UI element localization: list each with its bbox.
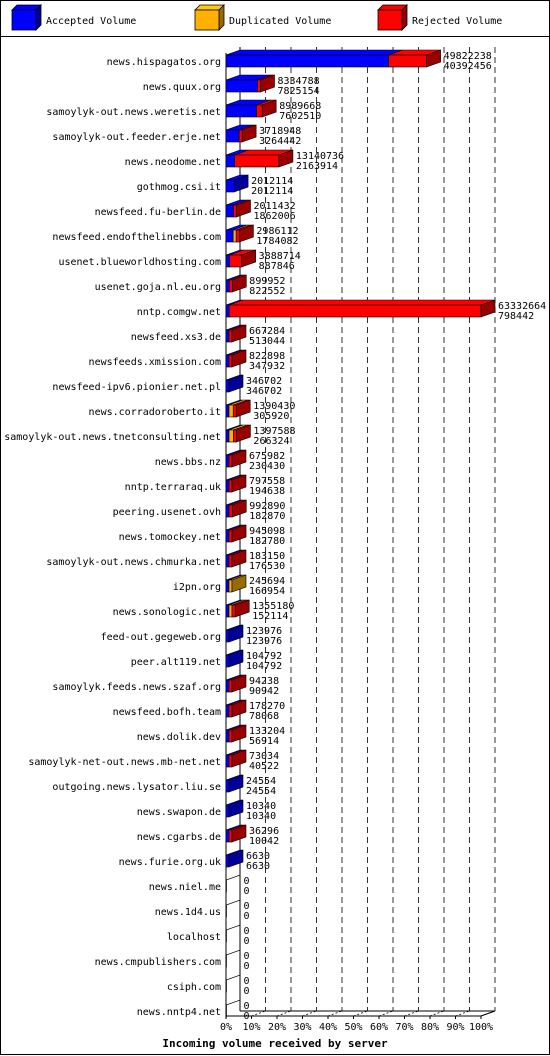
legend-swatch — [12, 10, 36, 30]
total-value-label: 346702 — [246, 376, 283, 387]
bar-rejected — [233, 205, 236, 217]
accepted-value-label: 40392456 — [443, 61, 492, 72]
grid-line-floor — [277, 1011, 291, 1016]
legend-item-1 — [12, 5, 136, 30]
bar-accepted — [226, 480, 229, 492]
server-label: news.niel.me — [148, 882, 221, 893]
accepted-value-label: 2163914 — [295, 161, 339, 172]
accepted-value-label: 176530 — [249, 561, 286, 572]
server-label: localhost — [166, 932, 221, 943]
server-label: newsfeed.endofthelinebbs.com — [52, 232, 221, 243]
bar-row — [107, 50, 492, 72]
accepted-value-label: 0 — [243, 961, 250, 972]
accepted-value-label: 6630 — [246, 861, 271, 872]
bar-accepted — [226, 230, 233, 242]
grid-line-floor — [379, 1011, 393, 1016]
bar-accepted — [226, 330, 229, 342]
bar-rejected — [389, 55, 427, 67]
bar-empty — [226, 1005, 227, 1017]
grid-line-floor — [328, 1011, 342, 1016]
bar-rejected — [229, 730, 232, 742]
bar-row — [155, 450, 285, 472]
server-label: news.swapon.de — [136, 807, 221, 818]
server-label: nntp.terraraq.uk — [124, 482, 221, 493]
accepted-value-label: 798442 — [498, 311, 535, 322]
bar-empty — [226, 880, 227, 892]
server-label: news.cgarbs.de — [136, 832, 221, 843]
bar-rejected — [229, 680, 232, 692]
accepted-value-label: 305920 — [253, 411, 290, 422]
x-tick-label: 60% — [369, 1022, 389, 1033]
bar-side — [229, 625, 243, 642]
accepted-value-label: 104792 — [246, 661, 283, 672]
legend-label: Rejected Volume — [412, 16, 503, 27]
x-tick-label: 80% — [420, 1022, 440, 1033]
total-value-label: 3718948 — [259, 126, 302, 137]
bar-empty — [226, 930, 227, 942]
bar-accepted — [226, 705, 229, 717]
bar-accepted — [226, 455, 229, 467]
legend-swatch — [378, 10, 402, 30]
x-axis-corner — [481, 1011, 495, 1016]
bar-row — [113, 700, 286, 722]
server-label: news.tomockey.net — [118, 532, 221, 543]
bar-accepted — [226, 780, 229, 792]
bar-accepted — [226, 830, 229, 842]
bar-row — [125, 475, 285, 497]
bar-row — [167, 925, 250, 947]
bar-accepted — [226, 105, 257, 117]
grid-line-floor — [252, 1011, 266, 1016]
bar-row — [125, 150, 344, 172]
total-value-label: 675982 — [249, 451, 286, 462]
accepted-value-label: 90942 — [249, 686, 280, 697]
server-label: peer.alt119.net — [130, 657, 221, 668]
bar-row — [143, 75, 320, 97]
server-label: usenet.goja.nl.eu.org — [94, 282, 221, 293]
bar-rejected-top — [229, 300, 495, 305]
total-value-label: 0 — [243, 976, 250, 987]
bar-accepted — [226, 155, 235, 167]
bar-accepted — [226, 80, 258, 92]
bar-row — [137, 1000, 250, 1022]
accepted-value-label: 513044 — [249, 336, 286, 347]
total-value-label: 10340 — [246, 801, 277, 812]
total-value-label: 822898 — [249, 351, 286, 362]
bar-accepted — [226, 655, 229, 667]
total-value-label: 123976 — [246, 626, 283, 637]
server-label: outgoing.news.lysator.liu.se — [52, 782, 221, 793]
legend-label: Duplicated Volume — [229, 16, 332, 27]
legend-item-3 — [378, 5, 502, 30]
bar-empty-top — [226, 925, 241, 930]
server-label: samoylyk-out.news.chmurka.net — [46, 557, 221, 568]
bar-accepted — [226, 255, 230, 267]
bar-rejected — [229, 480, 232, 492]
bar-row — [52, 225, 298, 247]
x-tick-label: 20% — [267, 1022, 287, 1033]
total-value-label: 0 — [243, 876, 250, 887]
accepted-value-label: 266324 — [253, 436, 290, 447]
legend-swatch-side — [36, 5, 41, 30]
bar-row — [137, 175, 294, 197]
bar-accepted — [226, 530, 229, 542]
total-value-label: 73034 — [249, 751, 280, 762]
accepted-value-label: 78068 — [249, 711, 280, 722]
bar-accepted — [226, 280, 229, 292]
bar-row — [58, 250, 300, 272]
grid-line-floor — [303, 1011, 317, 1016]
total-value-label: 245694 — [249, 576, 286, 587]
bar-row — [113, 600, 295, 622]
accepted-value-label: 0 — [243, 936, 250, 947]
server-label: news.dolik.dev — [136, 732, 221, 743]
bar-row — [95, 275, 286, 297]
bar-side — [229, 850, 243, 867]
bar-rejected — [235, 155, 279, 167]
server-label: feed-out.gegeweb.org — [100, 632, 221, 643]
total-value-label: 1390430 — [253, 401, 296, 412]
bar-row — [52, 125, 301, 147]
total-value-label: 36296 — [249, 826, 280, 837]
bar-duplicated — [229, 405, 233, 417]
legend-label: Accepted Volume — [46, 16, 137, 27]
bar-accepted — [226, 805, 229, 817]
total-value-label: 3888714 — [258, 251, 301, 262]
bar-rejected — [229, 830, 232, 842]
total-value-label: 8334788 — [277, 76, 320, 87]
bar-row — [46, 100, 321, 122]
server-label: i2pn.org — [172, 582, 221, 593]
total-value-label: 94238 — [249, 676, 280, 687]
bar-row — [173, 575, 285, 597]
total-value-label: 2011432 — [253, 201, 296, 212]
bar-rejected — [233, 430, 236, 442]
legend — [12, 5, 502, 30]
total-value-label: 0 — [243, 901, 250, 912]
total-value-label: 133204 — [249, 726, 286, 737]
total-value-label: 8989668 — [279, 101, 322, 112]
grid-line-floor — [405, 1011, 419, 1016]
bar-accepted — [226, 405, 229, 417]
bar-accepted — [226, 505, 229, 517]
total-value-label: 2986112 — [256, 226, 299, 237]
grid-line-floor — [430, 1011, 444, 1016]
legend-swatch — [195, 10, 219, 30]
bar-rejected — [230, 255, 242, 267]
bar-row — [4, 425, 295, 447]
x-tick-label: 100% — [468, 1022, 494, 1033]
server-label: news.hispagatos.org — [106, 57, 221, 68]
server-label: newsfeed-ipv6.pionier.net.pl — [52, 382, 221, 393]
server-label: nntp.comgw.net — [136, 307, 221, 318]
server-label: samoylyk-out.news.tnetconsulting.net — [4, 432, 221, 443]
bar-row — [119, 525, 286, 547]
bar-row — [89, 350, 286, 372]
server-label: samoylyk-net-out.news.mb-net.net — [28, 757, 221, 768]
bar-empty-top — [226, 975, 241, 980]
accepted-value-label: 182780 — [249, 536, 286, 547]
server-label: samoylyk-out.news.weretis.net — [46, 107, 221, 118]
bar-rejected — [232, 605, 235, 617]
bar-row — [89, 400, 296, 422]
bar-accepted — [226, 130, 239, 142]
accepted-value-label: 166954 — [249, 586, 286, 597]
x-axis-label: Incoming volume received by server — [162, 1037, 388, 1050]
server-label: news.bbs.nz — [154, 457, 221, 468]
bar-accepted — [226, 180, 234, 192]
legend-swatch-side — [402, 5, 407, 30]
server-label: gothmog.csi.it — [136, 182, 221, 193]
bar-rejected — [229, 355, 232, 367]
bar-empty-top — [226, 875, 241, 880]
bar-rejected — [229, 755, 232, 767]
total-value-label: 797558 — [249, 476, 286, 487]
bar-rejected — [229, 705, 232, 717]
total-value-label: 899952 — [249, 276, 286, 287]
bar-row — [155, 900, 250, 922]
bar-accepted — [226, 555, 229, 567]
bar-side — [229, 775, 243, 792]
bar-rejected — [236, 230, 239, 242]
total-value-label: 178270 — [249, 701, 286, 712]
bar-row — [137, 300, 546, 322]
bar-duplicated — [229, 430, 233, 442]
bar-row — [137, 725, 285, 747]
bar-accepted — [226, 205, 233, 217]
bar-accepted — [226, 380, 229, 392]
accepted-value-label: 0 — [243, 911, 250, 922]
server-label: newsfeeds.xmission.com — [88, 357, 221, 368]
grid-line-floor — [456, 1011, 470, 1016]
bar-row — [131, 325, 285, 347]
volume-chart — [1, 1, 550, 1056]
bar-side — [229, 375, 243, 392]
total-value-label: 945098 — [249, 526, 286, 537]
bar-accepted — [226, 630, 229, 642]
server-label: csiph.com — [166, 982, 221, 993]
legend-item-2 — [195, 5, 331, 30]
accepted-value-label: 24554 — [246, 786, 277, 797]
bar-accepted — [226, 580, 229, 592]
bar-rejected — [258, 80, 261, 92]
bar-row — [101, 625, 283, 647]
accepted-value-label: 0 — [243, 986, 250, 997]
bar-empty-top — [226, 1000, 241, 1005]
total-value-label: 0 — [243, 951, 250, 962]
total-value-label: 1397588 — [253, 426, 296, 437]
bar-accepted — [226, 680, 229, 692]
accepted-value-label: 346702 — [246, 386, 283, 397]
bar-accepted — [226, 730, 229, 742]
server-label: news.cmpublishers.com — [94, 957, 221, 968]
accepted-value-label: 40522 — [249, 761, 280, 772]
accepted-value-label: 10340 — [246, 811, 277, 822]
server-label: newsfeed.xs3.de — [130, 332, 221, 343]
bar-row — [113, 500, 286, 522]
bar-row — [52, 675, 279, 697]
bar-row — [149, 875, 250, 897]
bar-accepted — [226, 855, 229, 867]
accepted-value-label: 182870 — [249, 511, 286, 522]
total-value-label: 2012114 — [251, 176, 294, 187]
server-label: news.furie.org.uk — [118, 857, 221, 868]
bar-row — [131, 650, 282, 672]
server-label: newsfeed.bofh.team — [112, 707, 221, 718]
server-label: news.1d4.us — [154, 907, 221, 918]
bar-side — [229, 650, 243, 667]
x-tick-label: 50% — [344, 1022, 363, 1033]
server-label: samoylyk.feeds.news.szaf.org — [52, 682, 221, 693]
server-label: news.neodome.net — [124, 157, 221, 168]
server-label: news.quux.org — [142, 82, 221, 93]
bar-row — [46, 550, 285, 572]
accepted-value-label: 7602510 — [279, 111, 322, 122]
plot-area — [4, 47, 546, 1033]
bar-rejected — [229, 305, 481, 317]
accepted-value-label: 152114 — [252, 611, 289, 622]
x-tick-label: 30% — [293, 1022, 312, 1033]
total-value-label: 49822238 — [443, 51, 492, 62]
total-value-label: 13140736 — [295, 151, 345, 162]
bar-accepted — [226, 55, 389, 67]
bar-accepted-top — [226, 50, 403, 55]
total-value-label: 992890 — [249, 501, 286, 512]
bar-row — [137, 800, 276, 822]
total-value-label: 24554 — [246, 776, 277, 787]
accepted-value-label: 0 — [243, 886, 250, 897]
bar-rejected — [239, 130, 242, 142]
bar-row — [28, 750, 279, 772]
accepted-value-label: 2012114 — [251, 186, 294, 197]
bar-empty-top — [226, 950, 241, 955]
server-label: news.sonologic.net — [112, 607, 221, 618]
accepted-value-label: 1862006 — [253, 211, 296, 222]
bar-accepted — [226, 755, 229, 767]
bar-duplicated — [229, 605, 232, 617]
accepted-value-label: 0 — [243, 1011, 250, 1022]
bar-empty — [226, 980, 227, 992]
accepted-value-label: 230430 — [249, 461, 286, 472]
accepted-value-label: 123976 — [246, 636, 283, 647]
accepted-value-label: 10042 — [249, 836, 280, 847]
total-value-label: 63332664 — [498, 301, 547, 312]
bar-rejected — [229, 530, 232, 542]
total-value-label: 0 — [243, 926, 250, 937]
bar-side — [229, 800, 243, 817]
bar-accepted — [226, 430, 229, 442]
bar-duplicated — [229, 580, 232, 592]
server-label: samoylyk-out.feeder.erje.net — [52, 132, 221, 143]
bar-rejected — [229, 555, 232, 567]
bar-rejected — [233, 405, 236, 417]
server-label: news.corradoroberto.it — [88, 407, 221, 418]
grid-line-floor — [354, 1011, 368, 1016]
bar-accepted — [226, 305, 229, 317]
total-value-label: 0 — [243, 1001, 250, 1012]
bar-row — [95, 200, 296, 222]
accepted-value-label: 347932 — [249, 361, 286, 372]
x-tick-label: 70% — [395, 1022, 414, 1033]
bar-accepted — [226, 605, 229, 617]
bar-rejected — [257, 105, 263, 117]
bar-row — [137, 825, 279, 847]
bar-rejected — [229, 330, 232, 342]
x-tick-label: 40% — [318, 1022, 338, 1033]
bar-row — [52, 775, 276, 797]
accepted-value-label: 1784082 — [256, 236, 299, 247]
bar-rejected — [229, 505, 232, 517]
bar-row — [52, 375, 282, 397]
total-value-label: 183150 — [249, 551, 286, 562]
x-tick-label: 10% — [242, 1022, 261, 1033]
bar-empty — [226, 905, 227, 917]
accepted-value-label: 7825154 — [277, 86, 320, 97]
bar-duplicated — [233, 230, 236, 242]
server-label: news.nntp4.net — [136, 1007, 221, 1018]
accepted-value-label: 194638 — [249, 486, 286, 497]
bar-row — [119, 850, 270, 872]
bar-empty — [226, 955, 227, 967]
bar-rejected — [229, 280, 232, 292]
server-label: usenet.blueworldhosting.com — [58, 257, 221, 268]
total-value-label: 1355180 — [252, 601, 295, 612]
accepted-value-label: 56914 — [249, 736, 280, 747]
total-value-label: 104792 — [246, 651, 283, 662]
server-label: newsfeed.fu-berlin.de — [94, 207, 221, 218]
bar-rejected — [229, 455, 232, 467]
total-value-label: 6630 — [246, 851, 271, 862]
bar-row — [167, 975, 250, 997]
legend-swatch-side — [219, 5, 224, 30]
x-tick-label: 0% — [219, 1022, 233, 1033]
bar-accepted — [226, 355, 229, 367]
server-label: peering.usenet.ovh — [112, 507, 221, 518]
total-value-label: 667284 — [249, 326, 286, 337]
accepted-value-label: 822552 — [249, 286, 286, 297]
x-tick-label: 90% — [446, 1022, 465, 1033]
accepted-value-label: 887846 — [258, 261, 295, 272]
bar-empty-top — [226, 900, 241, 905]
accepted-value-label: 3264442 — [259, 136, 302, 147]
